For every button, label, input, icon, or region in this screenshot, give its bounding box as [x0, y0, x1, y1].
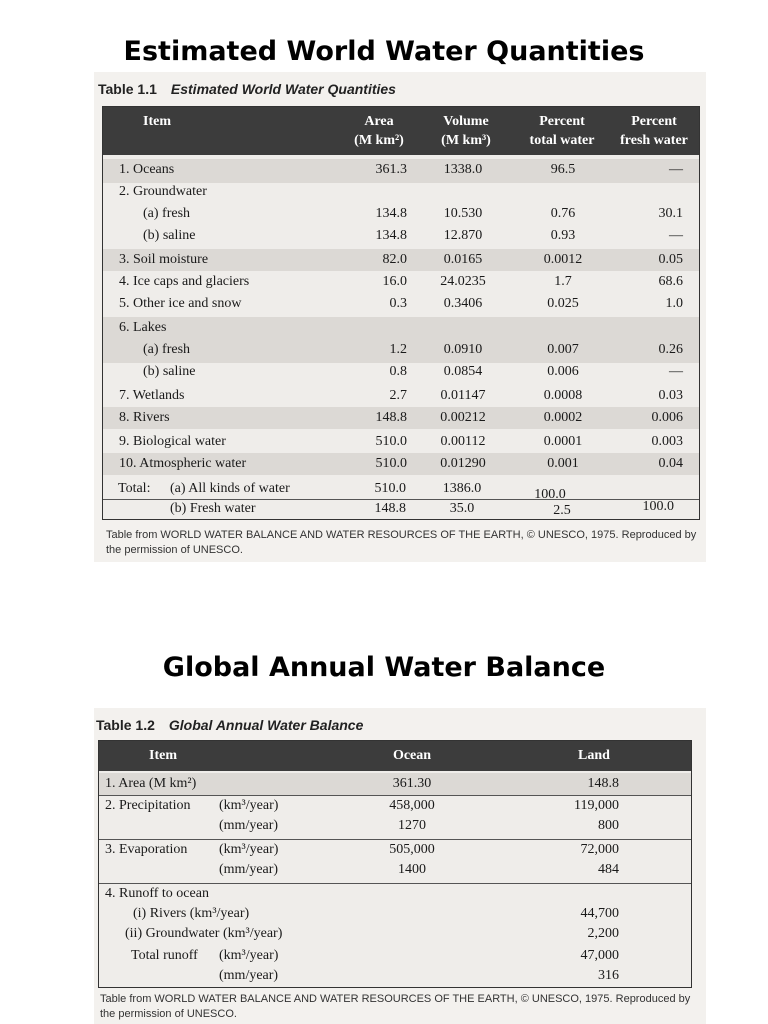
table2-rule [99, 839, 691, 840]
table2-slide-heading: Global Annual Water Balance [162, 652, 606, 683]
table1-cell-volume: 1338.0 [443, 162, 483, 177]
table1-cell-item: 7. Wetlands [119, 388, 185, 403]
table2-cell-land: 316 [598, 968, 619, 983]
table1-total-b-item: (b) Fresh water [170, 501, 256, 516]
table1-cell-area: 148.8 [375, 410, 407, 425]
table1-cell-pct-fresh: 0.03 [658, 388, 683, 403]
table1-total-b-pct-total: 2.5 [553, 503, 571, 518]
table1-total-a-pct-total: 100.0 [534, 487, 566, 502]
table2-scan [94, 708, 706, 1024]
table2-cell-unit: (km³/year) [219, 842, 279, 857]
table2-cell-unit: (mm/year) [219, 862, 279, 877]
table1-cell-volume: 0.3406 [443, 296, 483, 311]
table1-source-note: Table from WORLD WATER BALANCE AND WATER RESOURCES OF THE EARTH, © UNESCO, 1975. Reproduced by the permission of UNESCO. [106, 529, 697, 556]
table1-total-label: Total: [118, 481, 151, 496]
table2-number: Table 1.2 [96, 717, 155, 733]
table1-cell-pct-total: 0.006 [547, 364, 579, 379]
table2-header [99, 741, 691, 771]
table2-cell-land: 44,700 [580, 906, 619, 921]
table2-cell-ocean: 505,000 [389, 842, 435, 857]
table2-cell-item: 2. Precipitation [105, 798, 191, 813]
table1-header-pct-fresh-sub: fresh water [620, 133, 688, 148]
table1-cell-volume: 10.530 [443, 206, 483, 221]
table1-cell-pct-fresh: 68.6 [658, 274, 683, 289]
table2-cell-land: 47,000 [580, 948, 619, 963]
table1-cell-area: 0.3 [389, 296, 407, 311]
table1-cell-volume: 0.0165 [443, 252, 483, 267]
table2 [98, 740, 692, 988]
table1-cell-volume: 12.870 [443, 228, 483, 243]
table1-cell-pct-total: 0.93 [550, 228, 576, 243]
table1-cell-volume: 0.01290 [440, 456, 486, 471]
table2-header-land: Land [578, 748, 610, 763]
table1-cell-item: 3. Soil moisture [119, 252, 209, 267]
table1-cell-pct-fresh: — [669, 162, 683, 177]
table1-header-item: Item [143, 114, 171, 129]
table1-cell-item: (b) saline [143, 364, 196, 379]
table1-cell-item: 10. Atmospheric water [119, 456, 247, 471]
table1-cell-pct-total: 0.76 [550, 206, 576, 221]
table1-cell-volume: 0.01147 [440, 388, 486, 403]
table1-cell-volume: 24.0235 [440, 274, 486, 289]
table1-cell-pct-fresh: 0.003 [651, 434, 683, 449]
table2-cell-item: (i) Rivers (km³/year) [133, 906, 250, 921]
table1-cell-volume: 0.0910 [443, 342, 483, 357]
table1-cell-pct-fresh: 0.006 [651, 410, 683, 425]
table1-cell-pct-fresh: 0.26 [658, 342, 683, 357]
table1-cell-pct-fresh: 30.1 [658, 206, 683, 221]
table1-total-a-item: (a) All kinds of water [170, 481, 290, 496]
table2-cell-land: 800 [598, 818, 619, 833]
table1-cell-item: 4. Ice caps and glaciers [119, 274, 250, 289]
table2-cell-unit: (mm/year) [219, 968, 279, 983]
table1-total-b-pct-fresh: 100.0 [642, 499, 674, 514]
table1-total-b-volume: 35.0 [449, 501, 475, 516]
table1 [102, 106, 700, 520]
table1-cell-area: 0.8 [389, 364, 407, 379]
table2-cell-ocean: 458,000 [389, 798, 435, 813]
table1-cell-item: 5. Other ice and snow [119, 296, 242, 311]
table1-cell-area: 1.2 [389, 342, 407, 357]
table1-cell-pct-fresh: 1.0 [665, 296, 683, 311]
table1-cell-pct-total: 0.0012 [543, 252, 583, 267]
table1-cell-volume: 0.00212 [440, 410, 486, 425]
table2-caption [96, 717, 363, 733]
table2-header-item: Item [149, 748, 177, 763]
table2-source-note: Table from WORLD WATER BALANCE AND WATER RESOURCES OF THE EARTH, © UNESCO, 1975. Reproduced by the permission of UNESCO. [100, 993, 691, 1020]
table1-cell-area: 510.0 [375, 434, 407, 449]
table1-cell-item: 2. Groundwater [119, 184, 207, 199]
table2-rule [99, 795, 691, 796]
table1-cell-pct-total: 0.0002 [543, 410, 583, 425]
table2-cell-land: 484 [598, 862, 619, 877]
table1-cell-item: 1. Oceans [119, 162, 175, 177]
table2-cell-item: (ii) Groundwater (km³/year) [125, 926, 283, 941]
table2-cell-land: 148.8 [587, 776, 619, 791]
table2-cell-land: 2,200 [587, 926, 619, 941]
table1-cell-pct-total: 0.0001 [543, 434, 583, 449]
table1-cell-pct-total: 1.7 [554, 274, 572, 289]
table1-cell-area: 361.3 [375, 162, 407, 177]
table1-cell-area: 16.0 [382, 274, 407, 289]
table1-header-pct-total: Percent [539, 114, 585, 129]
table2-cell-land: 72,000 [580, 842, 619, 857]
table2-cell-item: 1. Area (M km²) [105, 776, 197, 791]
table1-cell-pct-fresh: — [669, 364, 683, 379]
table2-header-ocean: Ocean [392, 748, 432, 763]
table1-cell-pct-fresh: — [669, 228, 683, 243]
table1-caption [98, 81, 396, 97]
table1-header-volume-unit: (M km³) [441, 133, 491, 148]
table2-title: Global Annual Water Balance [168, 717, 364, 733]
table1-cell-pct-total: 96.5 [550, 162, 576, 177]
table1-cell-area: 134.8 [375, 206, 407, 221]
table2-cell-item: Total runoff [131, 948, 198, 963]
table1-title: Estimated World Water Quantities [170, 81, 396, 97]
table1-slide-heading: Estimated World Water Quantities [123, 36, 645, 67]
table2-rule [99, 883, 691, 884]
table1-cell-item: 8. Rivers [119, 410, 170, 425]
table1-cell-area: 134.8 [375, 228, 407, 243]
table2-cell-land: 119,000 [574, 798, 619, 813]
table2-cell-unit: (km³/year) [219, 948, 279, 963]
table2-cell-ocean: 361.30 [392, 776, 432, 791]
table1-cell-pct-total: 0.0008 [543, 388, 583, 403]
table2-cell-unit: (mm/year) [219, 818, 279, 833]
table2-cell-ocean: 1270 [398, 818, 426, 833]
table2-cell-item: 3. Evaporation [105, 842, 188, 857]
table1-total-a-volume: 1386.0 [442, 481, 482, 496]
table1-scan [94, 72, 706, 562]
table1-cell-area: 82.0 [382, 252, 407, 267]
table1-cell-volume: 0.00112 [440, 434, 486, 449]
table1-cell-item: (a) fresh [143, 206, 191, 221]
table1-header-area: Area [364, 114, 394, 129]
table1-cell-pct-total: 0.007 [547, 342, 579, 357]
table1-header-pct-fresh: Percent [631, 114, 677, 129]
table1-header-volume: Volume [443, 114, 489, 129]
table1-cell-item: (a) fresh [143, 342, 191, 357]
table1-cell-item: 9. Biological water [119, 434, 226, 449]
table1-cell-item: 6. Lakes [119, 320, 167, 335]
table1-header [103, 107, 699, 155]
table1-number: Table 1.1 [98, 81, 157, 97]
table1-total-b-area: 148.8 [374, 501, 406, 516]
table2-cell-item: 4. Runoff to ocean [105, 886, 209, 901]
table1-cell-area: 510.0 [375, 456, 407, 471]
table1-header-pct-total-sub: total water [529, 133, 595, 148]
table1-header-area-unit: (M km²) [354, 133, 404, 148]
table2-cell-ocean: 1400 [398, 862, 426, 877]
table1-total-a-area: 510.0 [374, 481, 406, 496]
table1-cell-pct-fresh: 0.05 [658, 252, 683, 267]
table1-cell-pct-fresh: 0.04 [658, 456, 683, 471]
table1-cell-item: (b) saline [143, 228, 196, 243]
table1-cell-area: 2.7 [389, 388, 407, 403]
table2-cell-unit: (km³/year) [219, 798, 279, 813]
table1-cell-pct-total: 0.001 [547, 456, 579, 471]
table1-cell-pct-total: 0.025 [547, 296, 579, 311]
table1-cell-volume: 0.0854 [443, 364, 483, 379]
